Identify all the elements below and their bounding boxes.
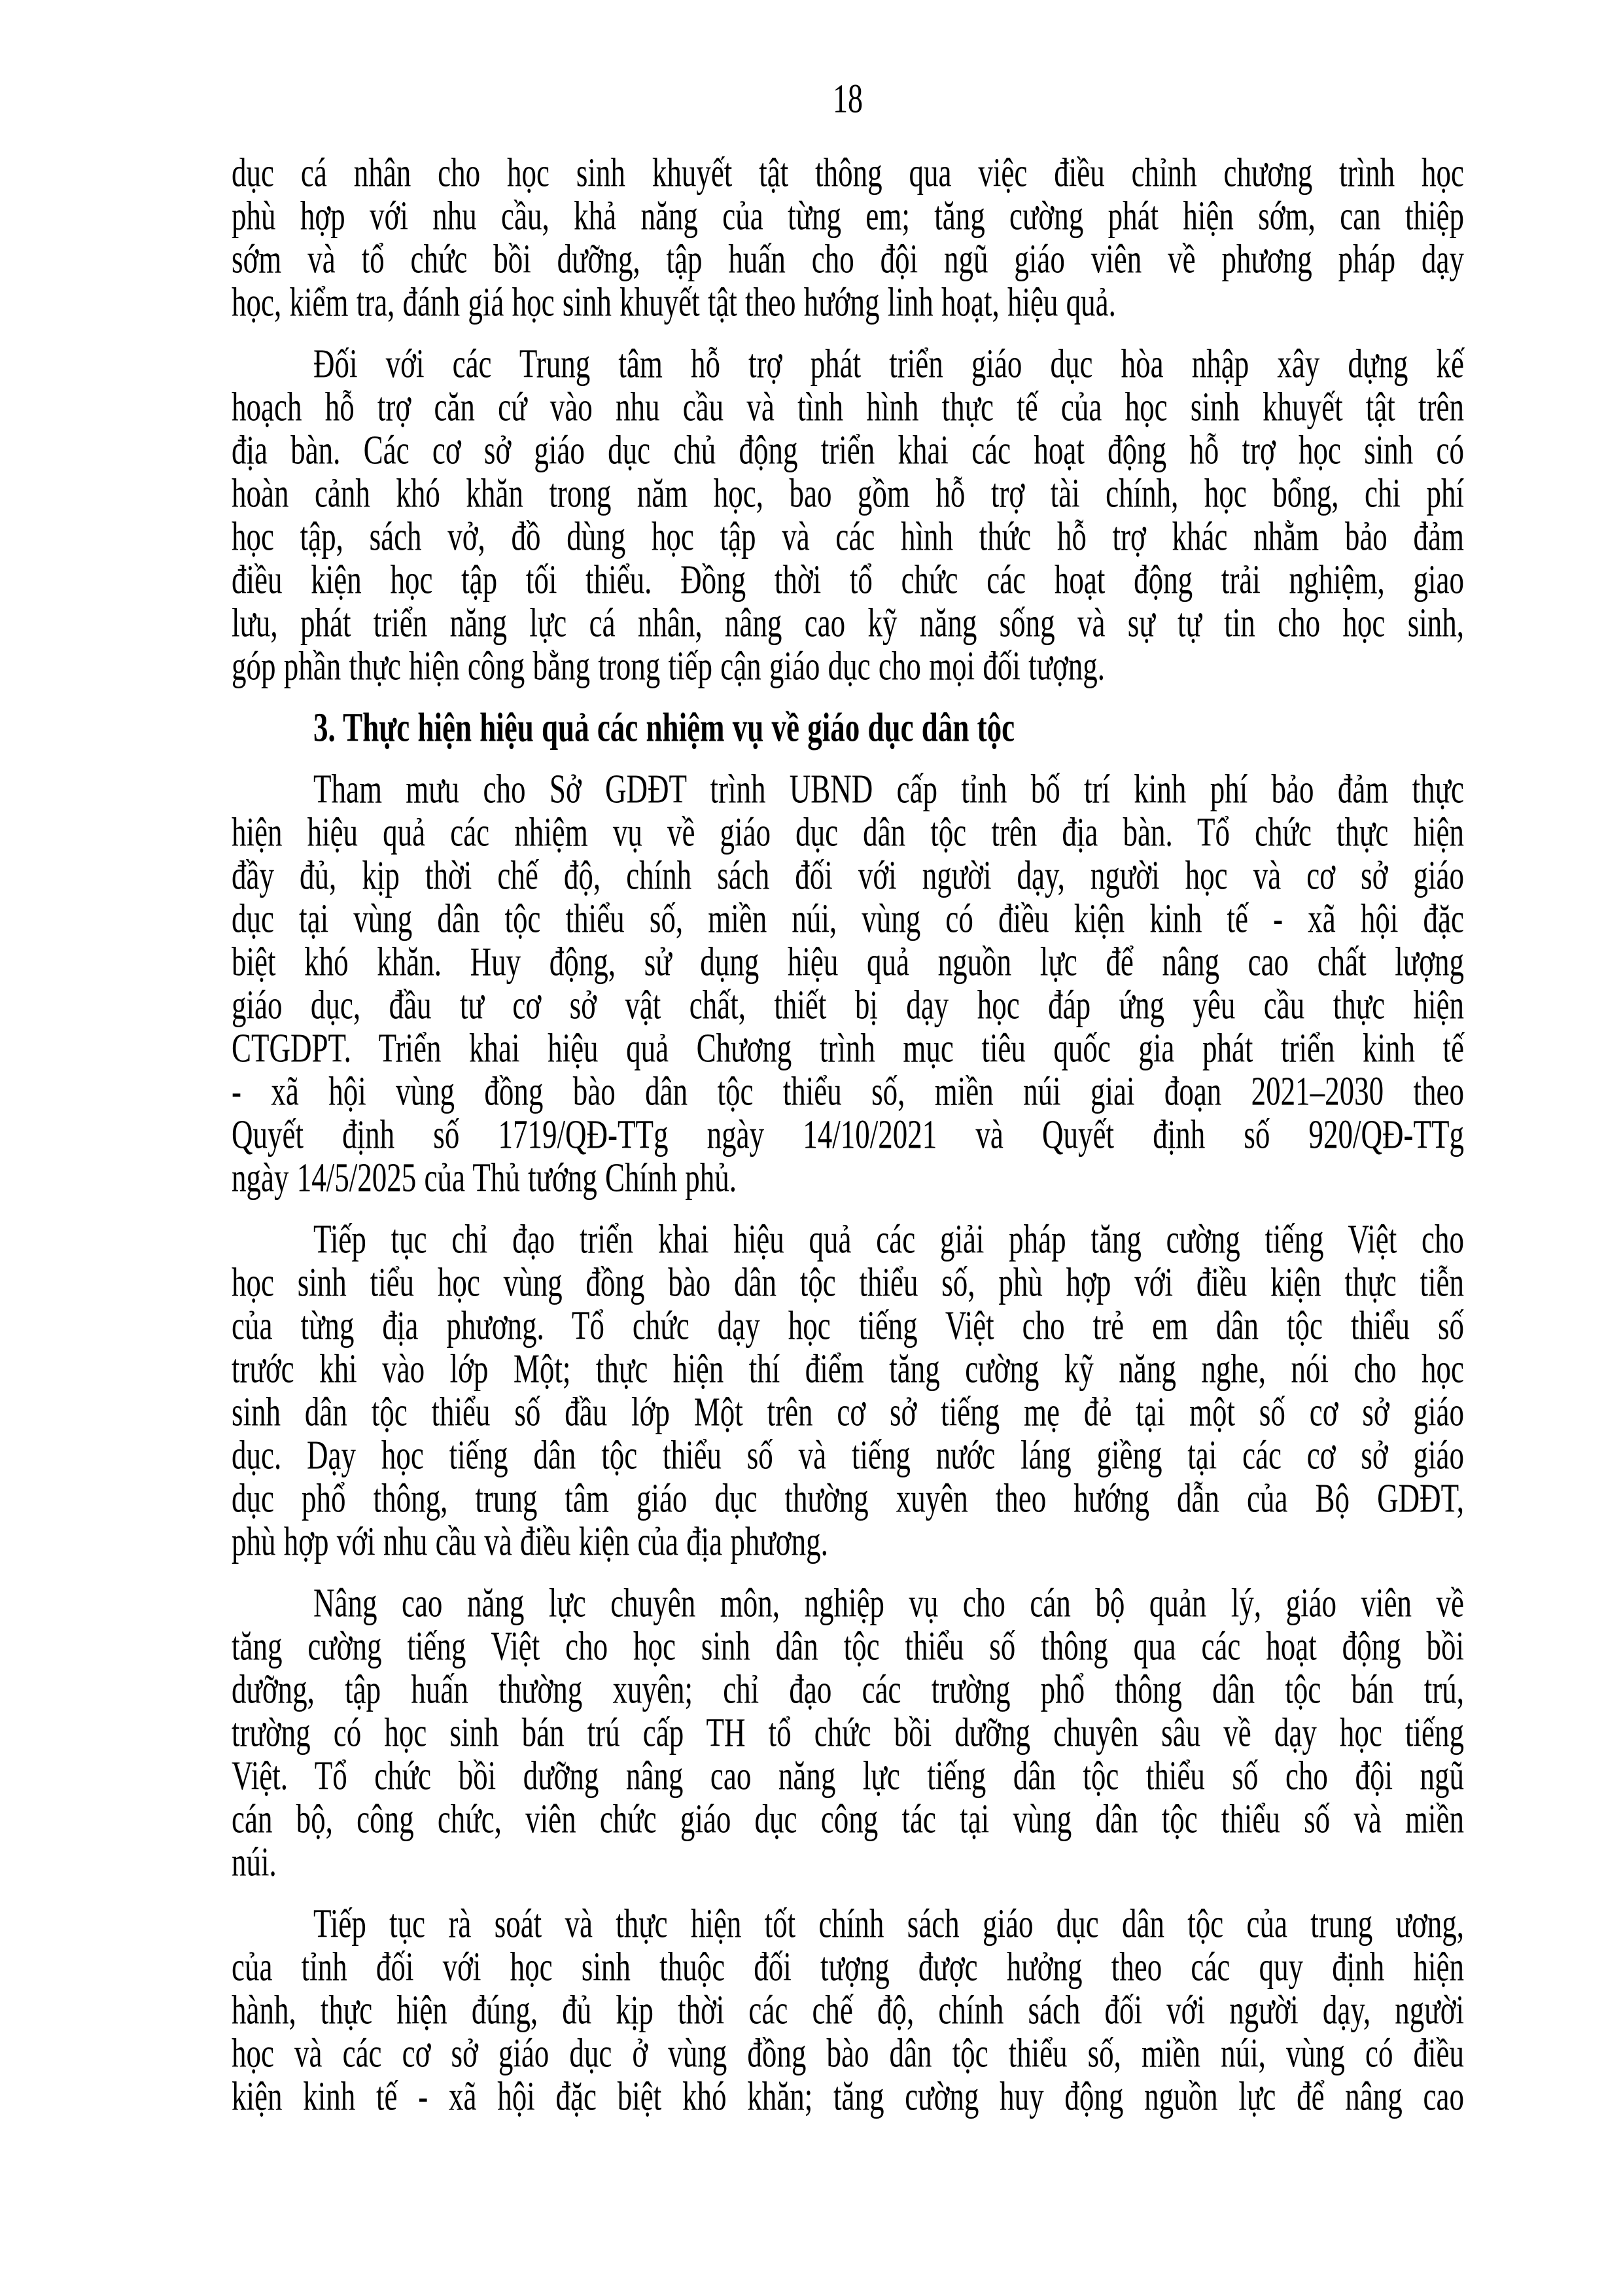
text-line: Việt. Tổ chức bồi dưỡng nâng cao năng lực tiếng dân tộc thiểu số cho đội ngũ (232, 1753, 1464, 1799)
section-heading (232, 707, 1464, 750)
text-line: CTGDPT. Triển khai hiệu quả Chương trình mục tiêu quốc gia phát triển kinh tế (232, 1025, 1464, 1071)
text-line: biệt khó khăn. Huy động, sử dụng hiệu quả nguồn lực để nâng cao chất lượng (232, 939, 1464, 985)
text-line: Tiếp tục rà soát và thực hiện tốt chính sách giáo dục dân tộc của trung ương, (313, 1901, 1464, 1947)
text-line: kiện kinh tế - xã hội đặc biệt khó khăn; tăng cường huy động nguồn lực để nâng cao (232, 2074, 1464, 2119)
text-line: địa bàn. Các cơ sở giáo dục chủ động triển khai các hoạt động hỗ trợ học sinh có (232, 427, 1464, 473)
text-line: ngày 14/5/2025 của Thủ tướng Chính phủ. (232, 1155, 737, 1201)
text-line: Tham mưu cho Sở GDĐT trình UBND cấp tỉnh bố trí kinh phí bảo đảm thực (313, 766, 1464, 812)
text-line: học và các cơ sở giáo dục ở vùng đồng bào dân tộc thiểu số, miền núi, vùng có điều (232, 2030, 1464, 2076)
text-line: sớm và tổ chức bồi dưỡng, tập huấn cho đội ngũ giáo viên về phương pháp dạy (232, 236, 1464, 282)
paragraph (232, 152, 1464, 325)
text-line: sinh dân tộc thiểu số đầu lớp Một trên cơ sở tiếng mẹ đẻ tại một số cơ sở giáo (232, 1389, 1464, 1435)
text-line: cán bộ, công chức, viên chức giáo dục công tác tại vùng dân tộc thiểu số và miền (232, 1796, 1464, 1842)
text-line: phù hợp với nhu cầu, khả năng của từng em; tăng cường phát hiện sớm, can thiệp (232, 193, 1464, 239)
document-body (232, 152, 1464, 2119)
text-line: của từng địa phương. Tổ chức dạy học tiếng Việt cho trẻ em dân tộc thiểu số (232, 1303, 1464, 1349)
text-line: hiện hiệu quả các nhiệm vụ về giáo dục dân tộc trên địa bàn. Tổ chức thực hiện (232, 809, 1464, 855)
text-line: Nâng cao năng lực chuyên môn, nghiệp vụ cho cán bộ quản lý, giáo viên về (313, 1580, 1464, 1626)
text-line: lưu, phát triển năng lực cá nhân, nâng cao kỹ năng sống và sự tự tin cho học sinh, (232, 600, 1464, 646)
text-line: hoàn cảnh khó khăn trong năm học, bao gồm hỗ trợ tài chính, học bổng, chi phí (232, 470, 1464, 516)
paragraph (232, 1582, 1464, 1884)
text-line: dục phổ thông, trung tâm giáo dục thường xuyên theo hướng dẫn của Bộ GDĐT, (232, 1475, 1464, 1521)
text-line: tăng cường tiếng Việt cho học sinh dân tộc thiểu số thông qua các hoạt động bồi (232, 1623, 1464, 1669)
paragraph (232, 1903, 1464, 2119)
text-line: giáo dục, đầu tư cơ sở vật chất, thiết bị dạy học đáp ứng yêu cầu thực hiện (232, 982, 1464, 1028)
text-line: dục tại vùng dân tộc thiểu số, miền núi, vùng có điều kiện kinh tế - xã hội đặc (232, 896, 1464, 942)
paragraph (232, 768, 1464, 1200)
text-line: trường có học sinh bán trú cấp TH tổ chức bồi dưỡng chuyên sâu về dạy học tiếng (232, 1710, 1464, 1756)
paragraph (232, 1218, 1464, 1564)
text-line: đầy đủ, kịp thời chế độ, chính sách đối với người dạy, người học và cơ sở giáo (232, 853, 1464, 898)
text-line: học sinh tiểu học vùng đồng bào dân tộc thiểu số, phù hợp với điều kiện thực tiễn (232, 1260, 1464, 1305)
text-line: của tỉnh đối với học sinh thuộc đối tượng được hưởng theo các quy định hiện (232, 1944, 1464, 1990)
text-line: góp phần thực hiện công bằng trong tiếp cận giáo dục cho mọi đối tượng. (232, 643, 1106, 689)
text-line: học tập, sách vở, đồ dùng học tập và các hình thức hỗ trợ khác nhằm bảo đảm (232, 514, 1464, 559)
text-line: Đối với các Trung tâm hỗ trợ phát triển giáo dục hòa nhập xây dựng kế (313, 341, 1464, 387)
text-line: Quyết định số 1719/QĐ-TTg ngày 14/10/2021 và Quyết định số 920/QĐ-TTg (232, 1112, 1464, 1157)
text-line: núi. (232, 1839, 277, 1885)
text-line: hành, thực hiện đúng, đủ kịp thời các chế độ, chính sách đối với người dạy, người (232, 1987, 1464, 2033)
text-line: điều kiện học tập tối thiểu. Đồng thời tổ chức các hoạt động trải nghiệm, giao (232, 557, 1464, 603)
text-line: dục cá nhân cho học sinh khuyết tật thông qua việc điều chỉnh chương trình học (232, 150, 1464, 196)
text-line: Tiếp tục chỉ đạo triển khai hiệu quả các giải pháp tăng cường tiếng Việt cho (313, 1216, 1464, 1262)
text-line: dưỡng, tập huấn thường xuyên; chỉ đạo các trường phổ thông dân tộc bán trú, (232, 1667, 1464, 1712)
paragraph (232, 343, 1464, 688)
text-line: 3. Thực hiện hiệu quả các nhiệm vụ về giáo dục dân tộc (313, 705, 1015, 751)
text-line: phù hợp với nhu cầu và điều kiện của địa phương. (232, 1519, 828, 1564)
text-line: hoạch hỗ trợ căn cứ vào nhu cầu và tình hình thực tế của học sinh khuyết tật trên (232, 384, 1464, 430)
text-line: - xã hội vùng đồng bào dân tộc thiểu số, miền núi giai đoạn 2021–2030 theo (232, 1069, 1464, 1114)
text-line: dục. Dạy học tiếng dân tộc thiểu số và tiếng nước láng giềng tại các cơ sở giáo (232, 1432, 1464, 1478)
text-line: học, kiểm tra, đánh giá học sinh khuyết tật theo hướng linh hoạt, hiệu quả. (232, 279, 1116, 325)
page-number: 18 (833, 75, 863, 121)
text-line: trước khi vào lớp Một; thực hiện thí điểm tăng cường kỹ năng nghe, nói cho học (232, 1346, 1464, 1392)
